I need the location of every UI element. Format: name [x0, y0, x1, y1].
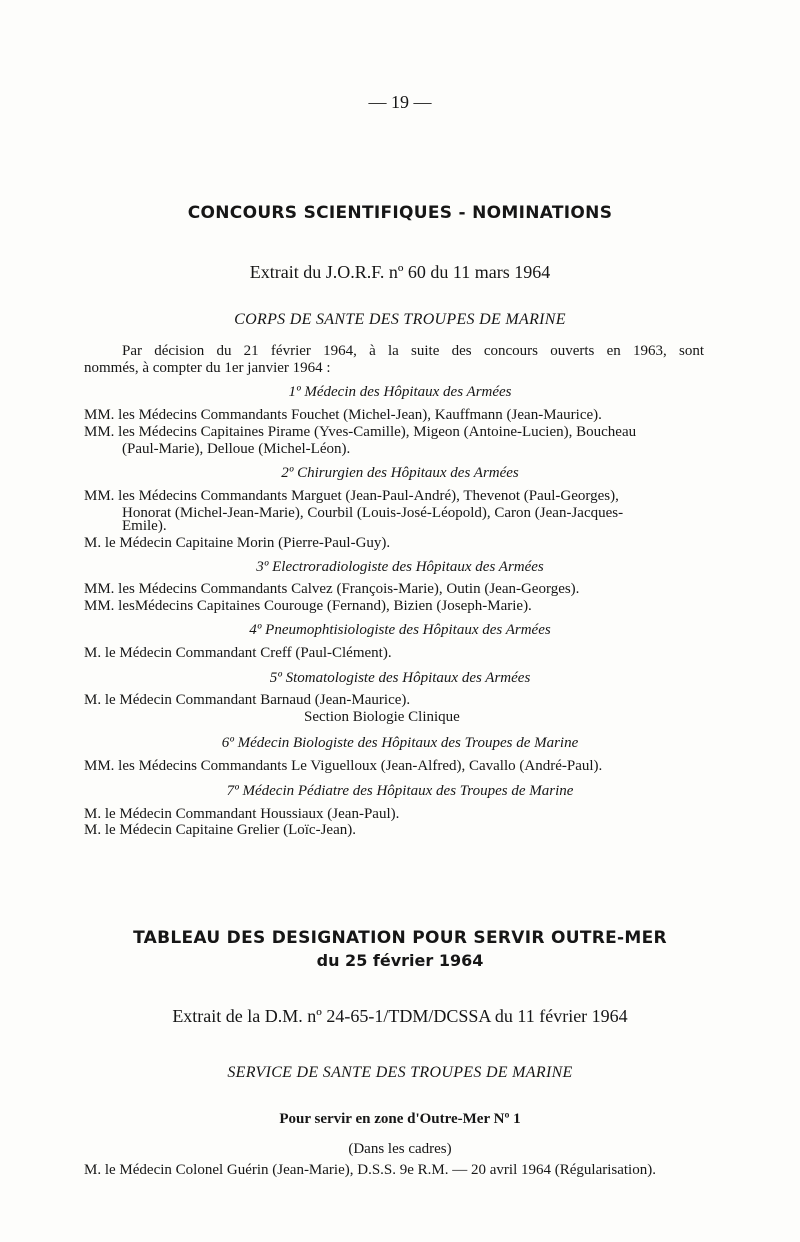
group-5-line-1: M. le Médecin Commandant Barnaud (Jean-Maurice).	[84, 692, 411, 708]
group-5-heading: 5º Stomatologiste des Hôpitaux des Armées	[269, 670, 531, 686]
group-1-line-2: MM. les Médecins Capitaines Pirame (Yves-Camille), Migeon (Antoine-Lucien), Boucheau	[84, 424, 637, 440]
group-2-line-4: M. le Médecin Capitaine Morin (Pierre-Paul-Guy).	[84, 535, 391, 551]
group-2-line-3: Emile).	[122, 518, 167, 534]
group-3-line-2: MM. lesMédecins Capitaines Courouge (Fernand), Bizien (Joseph-Marie).	[84, 598, 532, 614]
designation-entry: M. le Médecin Colonel Guérin (Jean-Marie), D.S.S. 9e R.M. — 20 avril 1964 (Régularisation).	[84, 1162, 656, 1178]
page-number: — 19 —	[368, 92, 432, 112]
group-7-line-2: M. le Médecin Capitaine Grelier (Loïc-Jean).	[84, 822, 356, 838]
section-title-concours: CONCOURS SCIENTIFIQUES - NOMINATIONS	[187, 203, 613, 223]
decision-intro-line-2: nommés, à compter du 1er janvier 1964 :	[84, 360, 331, 376]
group-1-heading: 1º Médecin des Hôpitaux des Armées	[288, 384, 512, 400]
section-title-tableau: TABLEAU DES DESIGNATION POUR SERVIR OUTRE-MER	[133, 928, 667, 948]
group-3-heading: 3º Electroradiologiste des Hôpitaux des Armées	[256, 559, 544, 575]
group-7-heading: 7º Médecin Pédiatre des Hôpitaux des Troupes de Marine	[226, 783, 574, 799]
group-4-heading: 4º Pneumophtisiologiste des Hôpitaux des Armées	[249, 622, 551, 638]
group-6-heading: 6º Médecin Biologiste des Hôpitaux des Troupes de Marine	[221, 735, 579, 751]
corps-heading: CORPS DE SANTE DES TROUPES DE MARINE	[234, 311, 566, 328]
group-3-line-1: MM. les Médecins Commandants Calvez (François-Marie), Outin (Jean-Georges).	[84, 581, 580, 597]
section-biologie-clinique: Section Biologie Clinique	[304, 709, 460, 725]
group-1-line-1: MM. les Médecins Commandants Fouchet (Michel-Jean), Kauffmann (Jean-Maurice).	[84, 407, 602, 423]
group-2-line-1: MM. les Médecins Commandants Marguet (Jean-Paul-André), Thevenot (Paul-Georges),	[84, 488, 619, 504]
group-7-line-1: M. le Médecin Commandant Houssiaux (Jean-Paul).	[84, 806, 400, 822]
cadres-note: (Dans les cadres)	[348, 1141, 452, 1157]
group-4-line-1: M. le Médecin Commandant Creff (Paul-Clément).	[84, 645, 392, 661]
section-title-tableau-date: du 25 février 1964	[316, 951, 484, 970]
group-1-line-3: (Paul-Marie), Delloue (Michel-Léon).	[122, 441, 351, 457]
decision-intro-line-1: Par décision du 21 février 1964, à la suite des concours ouverts en 1963, sont	[122, 343, 704, 359]
service-heading: SERVICE DE SANTE DES TROUPES DE MARINE	[227, 1064, 573, 1081]
dm-extract-line: Extrait de la D.M. nº 24-65-1/TDM/DCSSA du 11 février 1964	[172, 1006, 628, 1026]
group-2-heading: 2º Chirurgien des Hôpitaux des Armées	[281, 465, 519, 481]
group-2-line-2: Honorat (Michel-Jean-Marie), Courbil (Louis-José-Léopold), Caron (Jean-Jacques-	[122, 505, 624, 521]
group-6-line-1: MM. les Médecins Commandants Le Viguelloux (Jean-Alfred), Cavallo (André-Paul).	[84, 758, 603, 774]
jorf-extract-line: Extrait du J.O.R.F. nº 60 du 11 mars 1964	[249, 262, 551, 282]
zone-heading: Pour servir en zone d'Outre-Mer Nº 1	[279, 1111, 521, 1127]
